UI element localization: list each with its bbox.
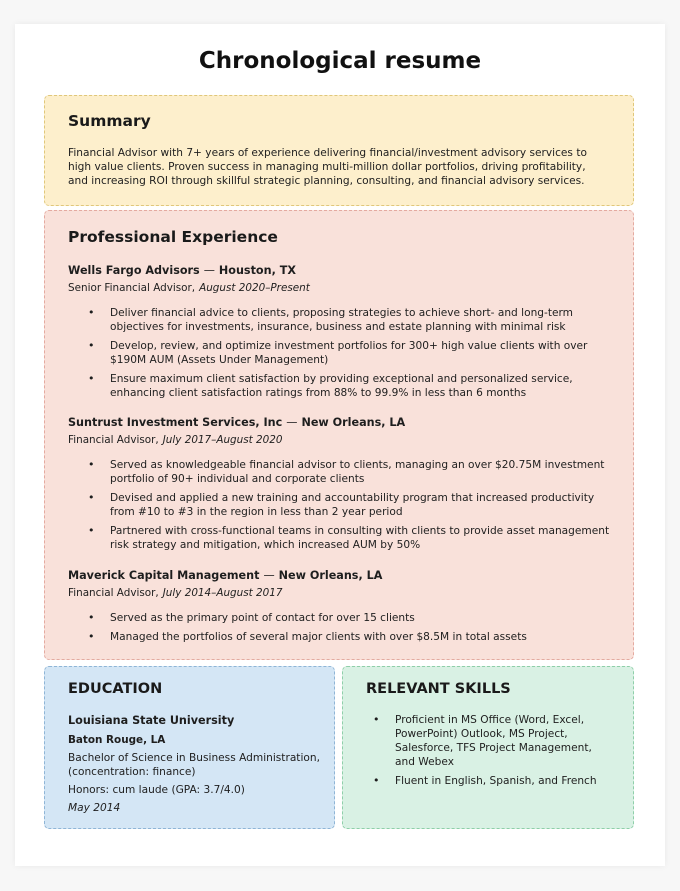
job-company: Maverick Capital Management [68, 569, 260, 582]
resume-page [15, 24, 665, 866]
job-header [68, 416, 618, 430]
list-item: • Served as the primary point of contact for over 15 clients [68, 611, 618, 625]
job-dates: July 2017–August 2020 [162, 434, 283, 446]
job-role: Senior Financial Advisor, [68, 282, 196, 294]
job-subtitle [68, 433, 618, 447]
job-subtitle [68, 281, 618, 295]
summary-heading: Summary [68, 112, 151, 130]
job-location: New Orleans, LA [278, 569, 383, 582]
dash-separator: — [263, 569, 275, 582]
education-section [44, 666, 335, 829]
list-item: • Served as knowledgeable financial advisor to clients, managing an over $20.75M investment portfolio of 90+ individual and corporate clients [68, 458, 618, 486]
dash-separator: — [203, 264, 215, 277]
list-item: • Ensure maximum client satisfaction by providing exceptional and personalized service, enhancing client satisfaction ratings from 88% to 99.9% in less than 6 months [68, 372, 618, 400]
list-item: • Develop, review, and optimize investment portfolios for 300+ high value clients with over $190M AUM (Assets Under Management) [68, 339, 618, 367]
skills-heading: RELEVANT SKILLS [366, 681, 511, 697]
job-header [68, 569, 618, 583]
summary-section [44, 95, 634, 206]
list-item: • Partnered with cross-functional teams in consulting with clients to provide asset management risk strategy and mitigation, which increased AUM by 50% [68, 524, 618, 552]
page-title: Chronological resume [198, 48, 482, 74]
education-degree: Bachelor of Science in Business Administration, (concentration: finance) [68, 752, 320, 778]
education-date: May 2014 [68, 802, 121, 814]
list-item: • Fluent in English, Spanish, and French [353, 774, 615, 788]
job-role: Financial Advisor, [68, 434, 159, 446]
job-header [68, 264, 618, 278]
summary-text: Financial Advisor with 7+ years of experience delivering financial/investment advisory services to high value clients. Proven success in managing multi-million dollar portfolios, driving profitability, and increasing ROI through skillful strategic planning, consulting, and financial advisory services. [68, 147, 587, 187]
job-location: Houston, TX [218, 264, 296, 277]
list-item: • Managed the portfolios of several major clients with over $8.5M in total assets [68, 630, 618, 644]
list-item: • Proficient in MS Office (Word, Excel, PowerPoint) Outlook, MS Project, Salesforce, TFS Project Management, and Webex [353, 713, 615, 769]
job-dates: August 2020–Present [199, 282, 310, 294]
list-item: • Devised and applied a new training and accountability program that increased productivity from #10 to #3 in the region in less than 2 year period [68, 491, 618, 519]
skills-list [353, 713, 615, 793]
education-honors: Honors: cum laude (GPA: 3.7/4.0) [68, 784, 245, 796]
skills-section [342, 666, 634, 829]
job-role: Financial Advisor, [68, 587, 159, 599]
job-company: Suntrust Investment Services, Inc [68, 416, 283, 429]
dash-separator: — [286, 416, 298, 429]
education-school: Louisiana State University [68, 714, 235, 727]
experience-section [44, 210, 634, 660]
job-dates: July 2014–August 2017 [162, 587, 283, 599]
job-bullets [68, 306, 618, 400]
education-heading: EDUCATION [68, 681, 163, 697]
job-location: New Orleans, LA [301, 416, 406, 429]
job-entry [68, 264, 618, 405]
job-bullets [68, 611, 618, 644]
job-company: Wells Fargo Advisors [68, 264, 200, 277]
job-entry [68, 569, 618, 649]
job-subtitle [68, 586, 618, 600]
job-entry [68, 416, 618, 557]
job-bullets [68, 458, 618, 552]
education-body [68, 714, 328, 815]
education-location: Baton Rouge, LA [68, 734, 166, 746]
experience-heading: Professional Experience [68, 228, 278, 246]
list-item: • Deliver financial advice to clients, proposing strategies to achieve short- and long-term objectives for investments, insurance, business and estate planning with minimal risk [68, 306, 618, 334]
